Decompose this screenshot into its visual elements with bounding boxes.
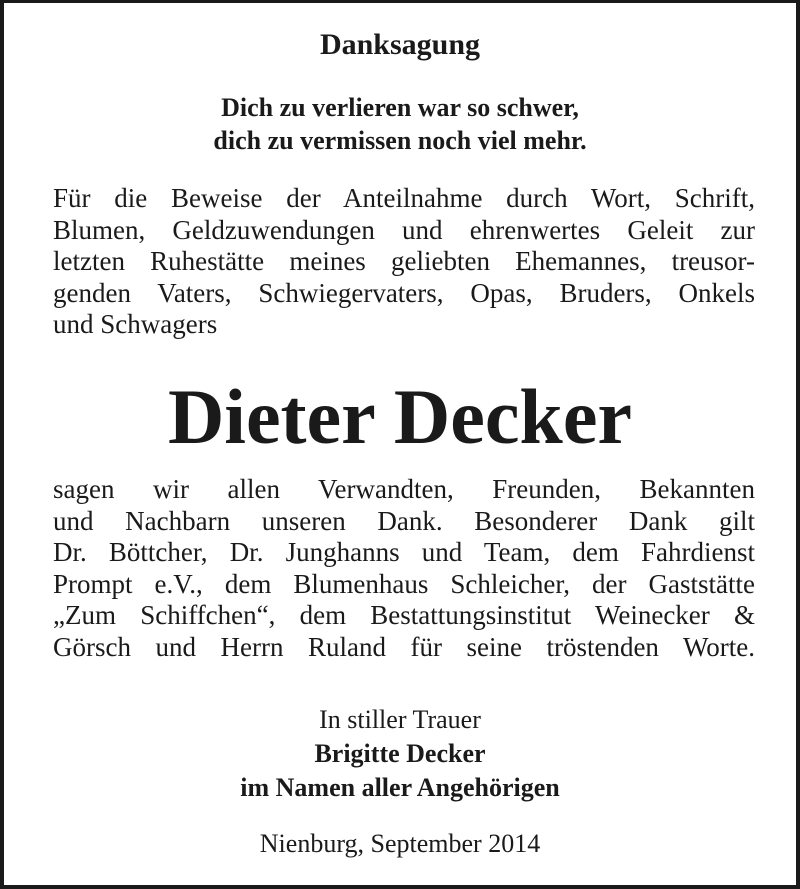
- paragraph-line: und Schwagers: [53, 309, 218, 340]
- closing-phrase: In stiller Trauer: [319, 705, 481, 734]
- paragraph-line: sagen wir allen Verwandten, Freunden, Bekannten: [53, 474, 755, 504]
- thanks-paragraph-intro: [53, 183, 755, 341]
- paragraph-line: Prompt e.V., dem Blumenhaus Schleicher, der Gaststätte: [53, 568, 755, 599]
- paragraph-line: Dr. Böttcher, Dr. Junghanns und Team, dem Fahrdienst: [53, 537, 755, 568]
- paragraph-line: Blumen, Geldzuwendungen und ehrenwertes Geleit zur: [53, 214, 755, 245]
- closing-family-line: im Namen aller Angehörigen: [240, 773, 560, 802]
- paragraph-line: und Nachbarn unseren Dank. Besonderer Dank gilt: [53, 505, 755, 536]
- signer-name: Brigitte Decker: [314, 739, 486, 768]
- motto-line-1: Dich zu verlieren war so schwer,: [221, 93, 579, 122]
- closing-block: [4, 703, 796, 805]
- paragraph-line: letzten Ruhestätte meines geliebten Ehemannes, treusor-: [53, 246, 755, 277]
- deceased-name: Dieter Decker: [167, 373, 633, 460]
- notice-heading: Danksagung: [319, 28, 481, 61]
- motto: [4, 91, 796, 157]
- motto-line-2: dich zu vermissen noch viel mehr.: [213, 126, 587, 155]
- paragraph-line: „Zum Schiffchen“, dem Bestattungsinstitut Weinecker &: [53, 600, 755, 631]
- thanks-paragraph-main: [53, 474, 755, 664]
- paragraph-line: genden Vaters, Schwiegervaters, Opas, Bruders, Onkels: [53, 277, 755, 308]
- place-and-date: Nienburg, September 2014: [259, 829, 541, 858]
- paragraph-line: Görsch und Herrn Ruland für seine tröstenden Worte.: [53, 631, 755, 662]
- paragraph-line: Für die Beweise der Anteilnahme durch Wort, Schrift,: [53, 183, 755, 213]
